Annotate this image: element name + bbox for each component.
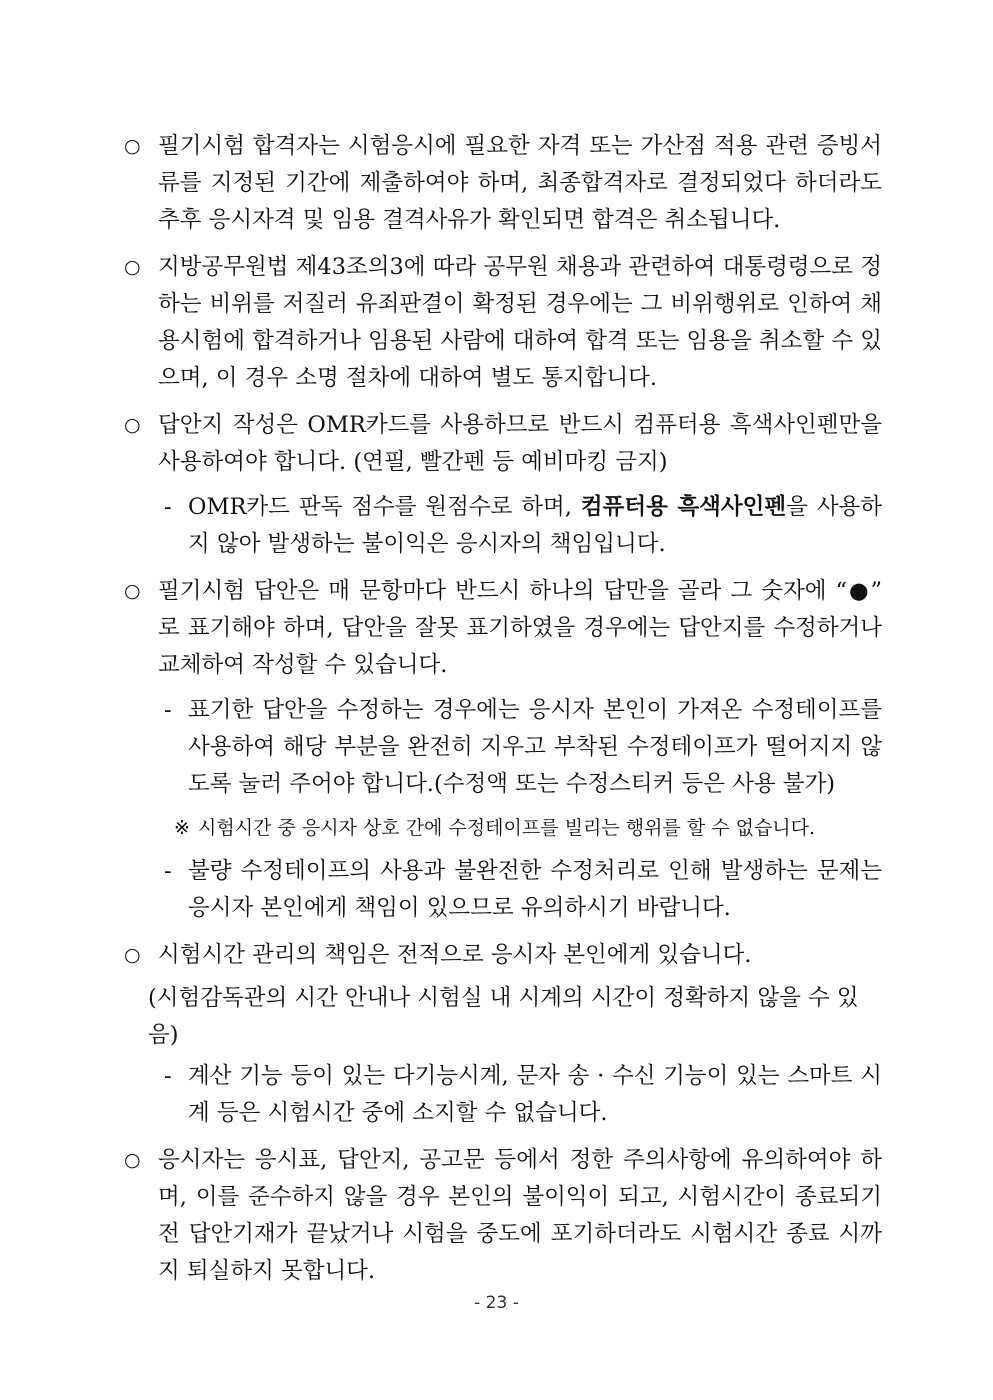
notice-text: 지방공무원법 제43조의3에 따라 공무원 채용과 관련하여 대통령령으로 정하는 비위를 저질러 유죄판결이 확정된 경우에는 그 비위행위로 인하여 채용시험에 합격하거나 임용된 사람에 대하여 합격 또는 임용을 취소할 수 있으며, 이 경우 소명 절차에 대하여 별도 통지합니다. [158, 254, 882, 391]
dash-bullet-icon: - [164, 1063, 172, 1089]
sub-text-bold: 컴퓨터용 흑색사인펜 [580, 494, 787, 520]
notice-item [122, 128, 882, 239]
sub-text: 표기한 답안을 수정하는 경우에는 응시자 본인이 가져온 수정테이프를 사용하여 해당 부분을 완전히 지우고 부착된 수정테이프가 떨어지지 않도록 눌러 주어야 합니다.(수정액 또는 수정스티커 등은 사용 불가) [188, 697, 882, 797]
parenthetical-note: (시험감독관의 시간 안내나 시험실 내 시계의 시간이 정확하지 않을 수 있음) [148, 985, 859, 1048]
sub-item [122, 853, 882, 927]
circle-bullet-icon: ○ [124, 135, 141, 157]
reference-mark-icon: ※ [174, 817, 190, 839]
notice-item [122, 1142, 882, 1290]
note-item [122, 813, 882, 843]
circle-bullet-icon: ○ [124, 414, 141, 436]
notice-text: 시험시간 관리의 책임은 전적으로 응시자 본인에게 있습니다. [158, 942, 752, 968]
circle-bullet-icon: ○ [124, 1149, 141, 1171]
notice-item [122, 407, 882, 481]
dash-bullet-icon: - [164, 697, 172, 723]
sub-item [122, 1058, 882, 1132]
document-body [122, 128, 882, 1300]
note-text: 시험시간 중 응시자 상호 간에 수정테이프를 빌리는 행위를 할 수 없습니다. [198, 817, 816, 839]
sub-text-after: 을 사용하지 않아 발생하는 불이익은 응시자의 책임입니다. [188, 494, 882, 557]
notice-text: 답안지 작성은 OMR카드를 사용하므로 반드시 컴퓨터용 흑색사인펜만을 사용하여야 합니다. (연필, 빨간펜 등 예비마킹 금지) [158, 412, 882, 475]
notice-text: 필기시험 답안은 매 문항마다 반드시 하나의 답만을 골라 그 숫자에 “●” 로 표기해야 하며, 답안을 잘못 표기하였을 경우에는 답안지를 수정하거나 교체하여 작성할 수 있습니다. [158, 578, 882, 678]
sub-text-before: OMR카드 판독 점수를 원점수로 하며, [188, 494, 581, 520]
circle-bullet-icon: ○ [124, 580, 141, 602]
sub-text: 불량 수정테이프의 사용과 불완전한 수정처리로 인해 발생하는 문제는 응시자 본인에게 책임이 있으므로 유의하시기 바랍니다. [188, 858, 882, 921]
dash-bullet-icon: - [164, 858, 172, 884]
notice-item [122, 573, 882, 684]
notice-item [122, 249, 882, 397]
dash-bullet-icon: - [164, 494, 172, 520]
notice-text: 필기시험 합격자는 시험응시에 필요한 자격 또는 가산점 적용 관련 증빙서류를 지정된 기간에 제출하여야 하며, 최종합격자로 결정되었다 하더라도 추후 응시자격 및 임용 결격사유가 확인되면 합격은 취소됩니다. [158, 133, 882, 233]
sub-text: 계산 기능 등이 있는 다기능시계, 문자 송 · 수신 기능이 있는 스마트 시계 등은 시험시간 중에 소지할 수 없습니다. [188, 1063, 882, 1126]
sub-item [122, 692, 882, 803]
page-number: - 23 - [474, 1293, 519, 1313]
notice-item [122, 937, 882, 974]
circle-bullet-icon: ○ [124, 944, 141, 966]
sub-item [122, 489, 882, 563]
notice-text: 응시자는 응시표, 답안지, 공고문 등에서 정한 주의사항에 유의하여야 하며, 이를 준수하지 않을 경우 본인의 불이익이 되고, 시험시간이 종료되기 전 답안기재가 끝났거나 시험을 중도에 포기하더라도 시험시간 종료 시까지 퇴실하지 못합니다. [158, 1147, 882, 1284]
circle-bullet-icon: ○ [124, 256, 141, 278]
